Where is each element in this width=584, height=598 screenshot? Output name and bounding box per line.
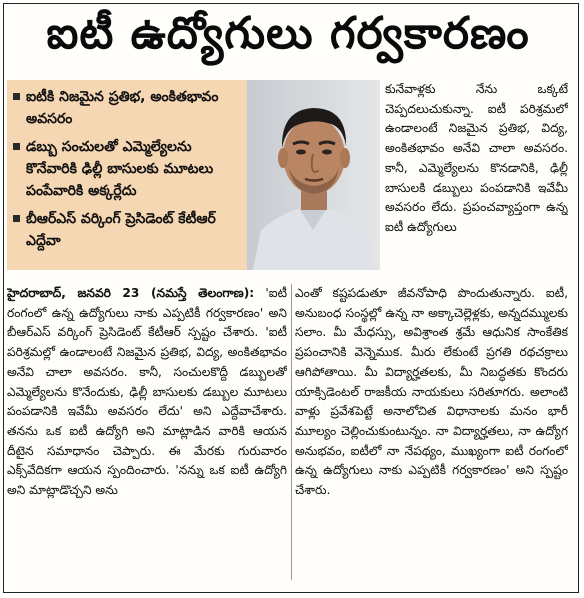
highlights-box (7, 80, 247, 270)
highlight-text: డబ్బు సంచులతో ఎమ్మెల్యేలను కొనేవారికి ఢిల్లీ బాసులకు మూటలు పంపేవారికి అక్కర్లేదు (26, 139, 214, 199)
article-column-right-bottom: ఎంతో కష్టపడుతూ జీవనోపాధి పొందుతున్నారు. ఐటీ, అనుబంధ సంస్థల్లో ఉన్న నా అక్కాచెల్లెళ్లకు, అన్నదమ్ములకు సలాం. మీ మేధస్సు, అవిశ్రాంత శ్రమే ఆధునిక సాంకేతిక ప్రపంచానికి వెన్నెముక. మీరు లేకుంటే ప్రగతి రథచక్రాలు ఆగిపోతాయి. మీ విద్యార్హతలకు, మీ నిబద్ధతకు కొందరు యాక్సిడెంటల్ రాజకీయ నాయకులు సరితూగరు. అలాంటి వాళ్లు ప్రవేశపెట్టే అనాలోచిత విధానాలకు మనం భారీ మూల్యం చెల్లించుకుంటున్నం. నా విద్యార్హతలు, నా ఉద్యోగ అనుభవం, ఐటీలో నా నేపథ్యం, ముఖ్యంగా ఐటీ రంగంలో ఉన్న ఉద్యోగులు నాకు ఎప్పటికీ గర్వకారణం' అని స్పష్టం చేశారు. (295, 286, 568, 498)
highlight-text: ఐటీకి నిజమైన ప్రతిభ, అంకితభావం అవసరం (26, 89, 219, 127)
column-divider (291, 284, 292, 580)
article-column-left (7, 284, 287, 582)
square-bullet-icon (13, 93, 20, 100)
headline: ఐటీ ఉద్యోగులు గర్వకారణం (46, 8, 530, 59)
article-body-left: 'ఐటీ రంగంలో ఉన్న ఉద్యోగులు నాకు ఎప్పటికీ గర్వకారణం' అని బీఆర్ఎస్ వర్కింగ్ ప్రెసిడెంట్ కేటీఆర్ స్పష్టం చేశారు. 'ఐటీ పరిశ్రమల్లో ఉండాలంటే నిజమైన ప్రతిభ, విద్య, అంకితభావం అనేవి చాలా అవసరం. కానీ, సంచులకొద్దీ డబ్బులతో ఎమ్మెల్యేలను కొనేందుకు, ఢిల్లీ బాసులకు డబ్బుల మూటలు పంపడానికి ఇవేమీ అవసరం లేదు' అని ఎద్దేవాచేశారు. తనను ఒక ఐటీ ఉద్యోగి అని మాట్లాడిన వారికి ఆయన దీటైన సమాధానం చెప్పారు. ఈ మేరకు గురువారం ఎక్స్‌వేదికగా ఆయన స్పందించారు. 'నన్ను ఒక ఐటీ ఉద్యోగి అని మాట్లాడొచ్చని అను (7, 286, 287, 498)
article-column-right-top: కునేవాళ్లకు నేను ఒక్కటే చెప్పదలుచుకున్నా. ఐటీ పరిశ్రమలో ఉండాలంటే నిజమైన ప్రతిభ, విద్య, అంకితభావం అనేవి చాలా అవసరం. కానీ, ఎమ్మెల్యేలను కొనడానికి, ఢిల్లీ బాసులకి డబ్బులు పంపడానికి ఇవేమీ అవసరం లేదు. ప్రపంచవ్యాప్తంగా ఉన్న ఐటీ ఉద్యోగులు (385, 82, 568, 234)
dateline: హైదరాబాద్, జనవరి 23 (నమస్తే తెలంగాణ): (7, 286, 255, 300)
square-bullet-icon (13, 215, 20, 222)
square-bullet-icon (13, 143, 20, 150)
highlight-item (13, 86, 241, 130)
highlight-item (13, 208, 241, 252)
person-portrait-icon (247, 80, 380, 270)
highlight-item (13, 136, 241, 202)
portrait-photo (247, 80, 380, 270)
highlight-text: బీఆర్ఎస్ వర్కింగ్ ప్రెసిడెంట్ కేటీఆర్ ఎద్దేవా (26, 211, 216, 249)
